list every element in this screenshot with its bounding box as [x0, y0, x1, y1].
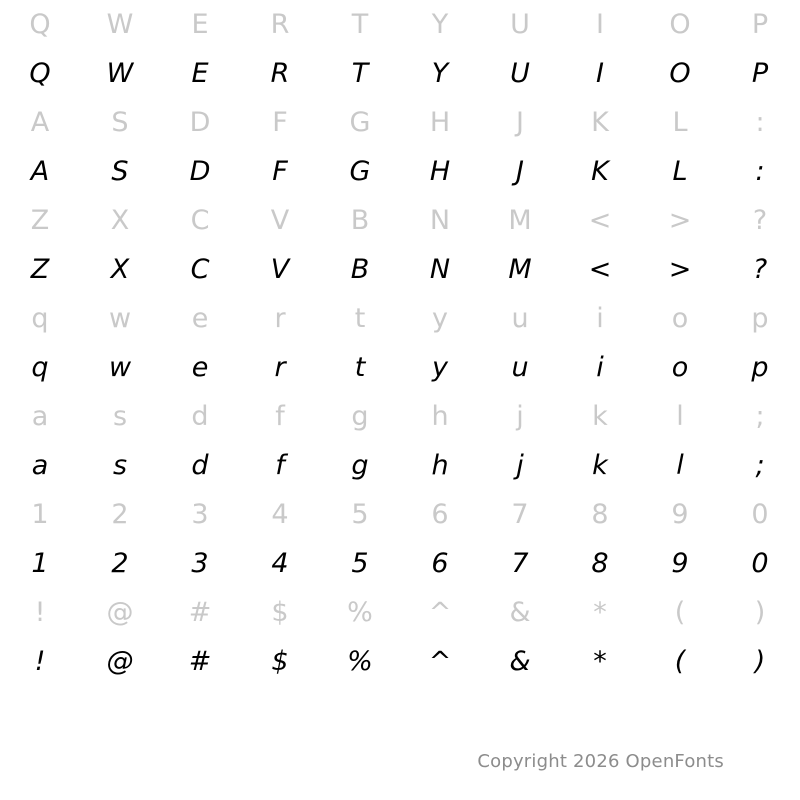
glyph-cell: X	[110, 254, 130, 285]
glyph-cell: $	[271, 597, 289, 628]
glyph-cell: ^	[428, 646, 452, 677]
glyph-cell: F	[272, 107, 288, 138]
glyph-cell: M	[508, 254, 532, 285]
glyph-cell: K	[591, 107, 609, 138]
glyph-cell: 2	[111, 499, 129, 530]
glyph-cell: :	[755, 156, 765, 187]
glyph-cell: N	[429, 205, 451, 236]
glyph-cell: t	[354, 352, 366, 383]
glyph-cell: G	[349, 107, 371, 138]
glyph-cell: w	[108, 352, 132, 383]
glyph-cell: 0	[751, 499, 769, 530]
glyph-cell: 0	[751, 548, 769, 579]
glyph-cell: p	[751, 303, 769, 334]
glyph-cell: d	[191, 450, 209, 481]
glyph-cell: Z	[30, 254, 50, 285]
glyph-cell: e	[191, 303, 209, 334]
glyph-cell: W	[106, 58, 134, 89]
glyph-cell: 5	[351, 499, 369, 530]
glyph-cell: *	[593, 646, 607, 677]
glyph-cell: B	[350, 254, 370, 285]
glyph-cell: (	[674, 646, 686, 677]
glyph-cell: o	[671, 303, 689, 334]
glyph-cell: %	[347, 646, 373, 677]
glyph-cell: O	[669, 58, 691, 89]
glyph-cell: D	[189, 107, 211, 138]
glyph-cell: ;	[755, 401, 765, 432]
glyph-cell: #	[188, 597, 212, 628]
glyph-cell: H	[429, 107, 451, 138]
glyph-cell: p	[751, 352, 769, 383]
glyph-cell: &	[509, 597, 531, 628]
glyph-cell: #	[188, 646, 212, 677]
glyph-cell: *	[593, 597, 607, 628]
glyph-cell: k	[592, 450, 608, 481]
glyph-cell: j	[516, 450, 524, 481]
glyph-cell: q	[31, 352, 49, 383]
glyph-cell: e	[191, 352, 209, 383]
glyph-cell: y	[432, 303, 448, 334]
glyph-cell: >	[668, 254, 692, 285]
glyph-cell: 7	[511, 499, 529, 530]
glyph-cell: >	[668, 205, 692, 236]
glyph-cell: 3	[191, 499, 209, 530]
glyph-cell: ?	[752, 254, 768, 285]
glyph-cell: u	[511, 352, 529, 383]
glyph-cell: f	[275, 450, 285, 481]
glyph-cell: S	[111, 107, 129, 138]
glyph-cell: 9	[671, 499, 689, 530]
glyph-cell: B	[350, 205, 370, 236]
glyph-cell: O	[669, 9, 691, 40]
glyph-cell: <	[588, 205, 612, 236]
glyph-cell: T	[351, 9, 369, 40]
glyph-cell: ;	[755, 450, 765, 481]
glyph-cell: a	[31, 450, 49, 481]
glyph-cell: T	[351, 58, 369, 89]
glyph-cell: k	[592, 401, 608, 432]
glyph-cell: 9	[671, 548, 689, 579]
glyph-cell: 6	[431, 499, 449, 530]
glyph-cell: g	[351, 401, 369, 432]
glyph-cell: 8	[591, 548, 609, 579]
glyph-cell: R	[270, 58, 290, 89]
glyph-cell: E	[191, 9, 209, 40]
glyph-cell: l	[676, 401, 684, 432]
glyph-cell: )	[754, 597, 766, 628]
glyph-cell: 2	[111, 548, 129, 579]
glyph-cell: A	[30, 107, 50, 138]
glyph-cell: J	[516, 107, 524, 138]
glyph-cell: f	[275, 401, 285, 432]
glyph-cell: i	[596, 303, 604, 334]
glyph-cell: $	[271, 646, 289, 677]
glyph-cell: U	[510, 9, 530, 40]
glyph-cell: E	[191, 58, 209, 89]
glyph-cell: G	[349, 156, 371, 187]
glyph-cell: W	[106, 9, 134, 40]
glyph-cell: Q	[29, 58, 51, 89]
glyph-cell: L	[672, 156, 688, 187]
glyph-cell: J	[516, 156, 524, 187]
glyph-cell: r	[274, 352, 286, 383]
glyph-cell: s	[112, 401, 128, 432]
glyph-cell: 1	[31, 499, 49, 530]
glyph-cell: M	[508, 205, 532, 236]
glyph-cell: 8	[591, 499, 609, 530]
glyph-cell: s	[112, 450, 128, 481]
glyph-cell: H	[429, 156, 451, 187]
glyph-cell: R	[270, 9, 290, 40]
glyph-cell: a	[31, 401, 49, 432]
glyph-cell: d	[191, 401, 209, 432]
glyph-cell: 4	[271, 548, 289, 579]
glyph-cell: C	[190, 254, 210, 285]
glyph-cell: 4	[271, 499, 289, 530]
glyph-cell: V	[270, 254, 290, 285]
glyph-cell: j	[516, 401, 524, 432]
glyph-cell: F	[272, 156, 288, 187]
glyph-cell: Z	[30, 205, 50, 236]
glyph-cell: L	[672, 107, 688, 138]
glyph-cell: Y	[431, 58, 449, 89]
glyph-cell: I	[596, 9, 604, 40]
glyph-cell: V	[270, 205, 290, 236]
glyph-cell: 3	[191, 548, 209, 579]
glyph-cell: C	[190, 205, 210, 236]
glyph-cell: )	[754, 646, 766, 677]
glyph-cell: X	[110, 205, 130, 236]
glyph-cell: Q	[29, 9, 51, 40]
glyph-cell: o	[671, 352, 689, 383]
glyph-cell: A	[30, 156, 50, 187]
glyph-cell: Y	[431, 9, 449, 40]
glyph-cell: l	[676, 450, 684, 481]
glyph-cell: K	[591, 156, 609, 187]
glyph-cell: i	[596, 352, 604, 383]
glyph-cell: P	[751, 58, 769, 89]
glyph-cell: <	[588, 254, 612, 285]
glyph-cell: 1	[31, 548, 49, 579]
glyph-cell: h	[431, 401, 449, 432]
glyph-cell: (	[674, 597, 686, 628]
glyph-cell: S	[111, 156, 129, 187]
glyph-cell: h	[431, 450, 449, 481]
glyph-cell: :	[755, 107, 765, 138]
glyph-cell: @	[106, 646, 134, 677]
glyph-cell: @	[106, 597, 134, 628]
glyph-cell: P	[751, 9, 769, 40]
glyph-cell: r	[274, 303, 286, 334]
glyph-cell: I	[596, 58, 604, 89]
glyph-cell: u	[511, 303, 529, 334]
glyph-cell: q	[31, 303, 49, 334]
glyph-cell: 7	[511, 548, 529, 579]
glyph-cell: ?	[752, 205, 768, 236]
glyph-cell: 5	[351, 548, 369, 579]
glyph-cell: N	[429, 254, 451, 285]
glyph-cell: !	[34, 646, 46, 677]
glyph-cell: !	[34, 597, 46, 628]
glyph-cell: w	[108, 303, 132, 334]
glyph-cell: %	[347, 597, 373, 628]
glyph-cell: ^	[428, 597, 452, 628]
glyph-cell: U	[510, 58, 530, 89]
glyph-cell: D	[189, 156, 211, 187]
copyright-notice: Copyright 2026 OpenFonts	[477, 751, 724, 772]
glyph-cell: g	[351, 450, 369, 481]
glyph-cell: &	[509, 646, 531, 677]
glyph-cell: y	[432, 352, 448, 383]
glyph-cell: 6	[431, 548, 449, 579]
glyph-cell: t	[354, 303, 366, 334]
